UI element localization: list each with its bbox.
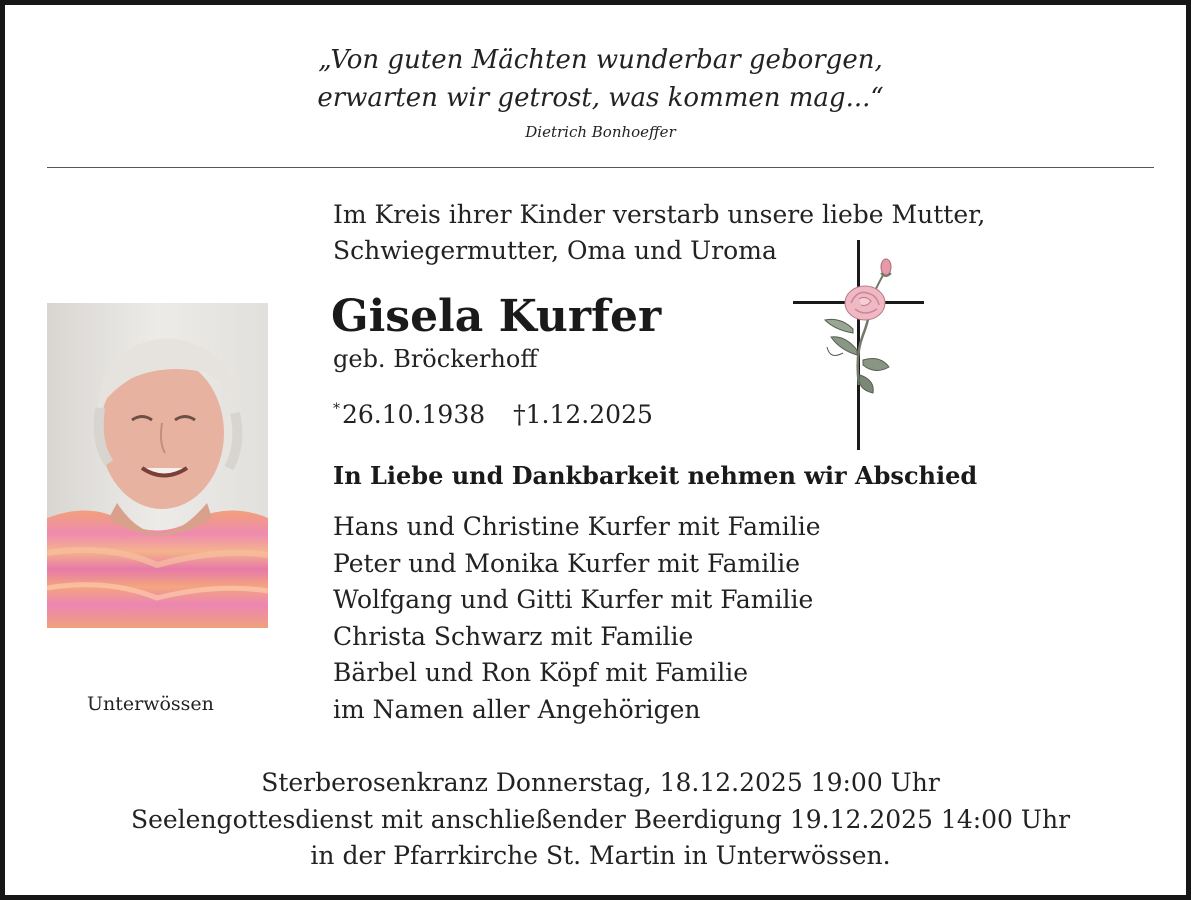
intro-line-2: Schwiegermutter, Oma und Uroma: [333, 236, 777, 265]
cross-with-rose-icon: [785, 235, 935, 455]
service-line-church: in der Pfarrkirche St. Martin in Unterwössen.: [310, 841, 891, 870]
birth-symbol: *: [333, 401, 340, 417]
farewell-heading: In Liebe und Dankbarkeit nehmen wir Abschied: [333, 461, 978, 490]
mourner-entry: Wolfgang und Gitti Kurfer mit Familie: [333, 585, 814, 615]
mourners-list: [333, 509, 821, 729]
divider-line: [47, 167, 1154, 168]
service-info: [5, 765, 1191, 875]
bonhoeffer-quote: [5, 41, 1191, 117]
intro-line-1: Im Kreis ihrer Kinder verstarb unsere liebe Mutter,: [333, 200, 986, 229]
portrait-photo: [47, 303, 268, 628]
quote-line-2: erwarten wir getrost, was kommen mag...“: [317, 83, 884, 113]
residence-place: Unterwössen: [87, 693, 214, 715]
death-date: 1.12.2025: [525, 400, 653, 429]
deceased-name: Gisela Kurfer: [331, 291, 662, 342]
mourner-entry: Christa Schwarz mit Familie: [333, 621, 694, 651]
life-dates: [333, 400, 653, 429]
portrait-illustration: [47, 303, 268, 628]
service-line-funeral: Seelengottesdienst mit anschließender Beerdigung 19.12.2025 14:00 Uhr: [130, 804, 1071, 834]
mourner-entry: Peter und Monika Kurfer mit Familie: [333, 548, 800, 578]
mourner-entry: Hans und Christine Kurfer mit Familie: [333, 512, 821, 541]
birth-date: 26.10.1938: [342, 400, 486, 429]
quote-line-1: „Von guten Mächten wunderbar geborgen,: [318, 45, 883, 75]
mourner-entry: Bärbel und Ron Köpf mit Familie: [333, 658, 749, 688]
service-line-rosary: Sterberosenkranz Donnerstag, 18.12.2025 19:00 Uhr: [261, 768, 940, 797]
quote-author: Dietrich Bonhoeffer: [525, 123, 676, 141]
maiden-name: geb. Bröckerhoff: [333, 345, 538, 373]
mourner-entry: im Namen aller Angehörigen: [333, 694, 701, 724]
cross-rose-illustration: [785, 235, 935, 455]
death-symbol: †: [513, 400, 526, 429]
